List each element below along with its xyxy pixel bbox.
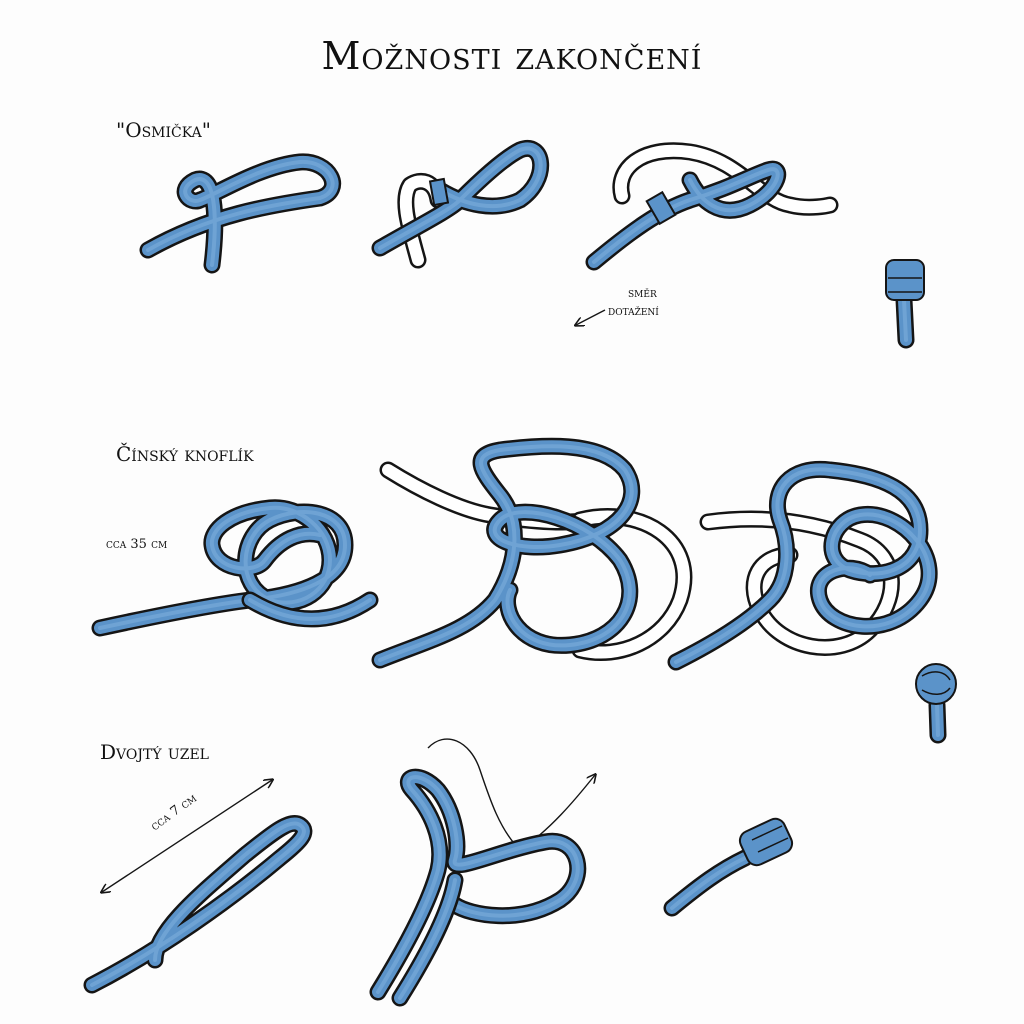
osmicka-step-3 [576, 151, 830, 325]
dvojty-uzel-finished-knot [672, 816, 795, 908]
pull-direction-line-1: směr [628, 286, 657, 301]
page-title: Možnosti zakončení [321, 34, 703, 78]
section-label-dvojty-uzel: Dvojtý uzel [100, 740, 209, 764]
pull-direction-line-2: dotažení [608, 304, 659, 319]
pull-direction-arrow [576, 310, 605, 325]
section-label-cinsky-knoflik: Čínský knoflík [116, 442, 254, 466]
cord-length-annotation-7cm: cca 7 cm [148, 790, 200, 835]
dvojty-uzel-step-1 [92, 780, 304, 985]
osmicka-step-2 [380, 148, 541, 260]
cinsky-knoflik-step-1 [100, 508, 370, 628]
osmicka-finished-knot [886, 260, 924, 340]
cinsky-knoflik-finished-knot [916, 664, 956, 735]
dvojty-uzel-step-2 [378, 739, 595, 998]
osmicka-step-1 [148, 162, 333, 265]
section-label-osmicka: "Osmička" [116, 118, 211, 142]
cinsky-knoflik-step-3 [676, 469, 929, 662]
cord-length-annotation-35cm: cca 35 cm [106, 537, 168, 552]
cinsky-knoflik-step-2 [380, 446, 684, 660]
